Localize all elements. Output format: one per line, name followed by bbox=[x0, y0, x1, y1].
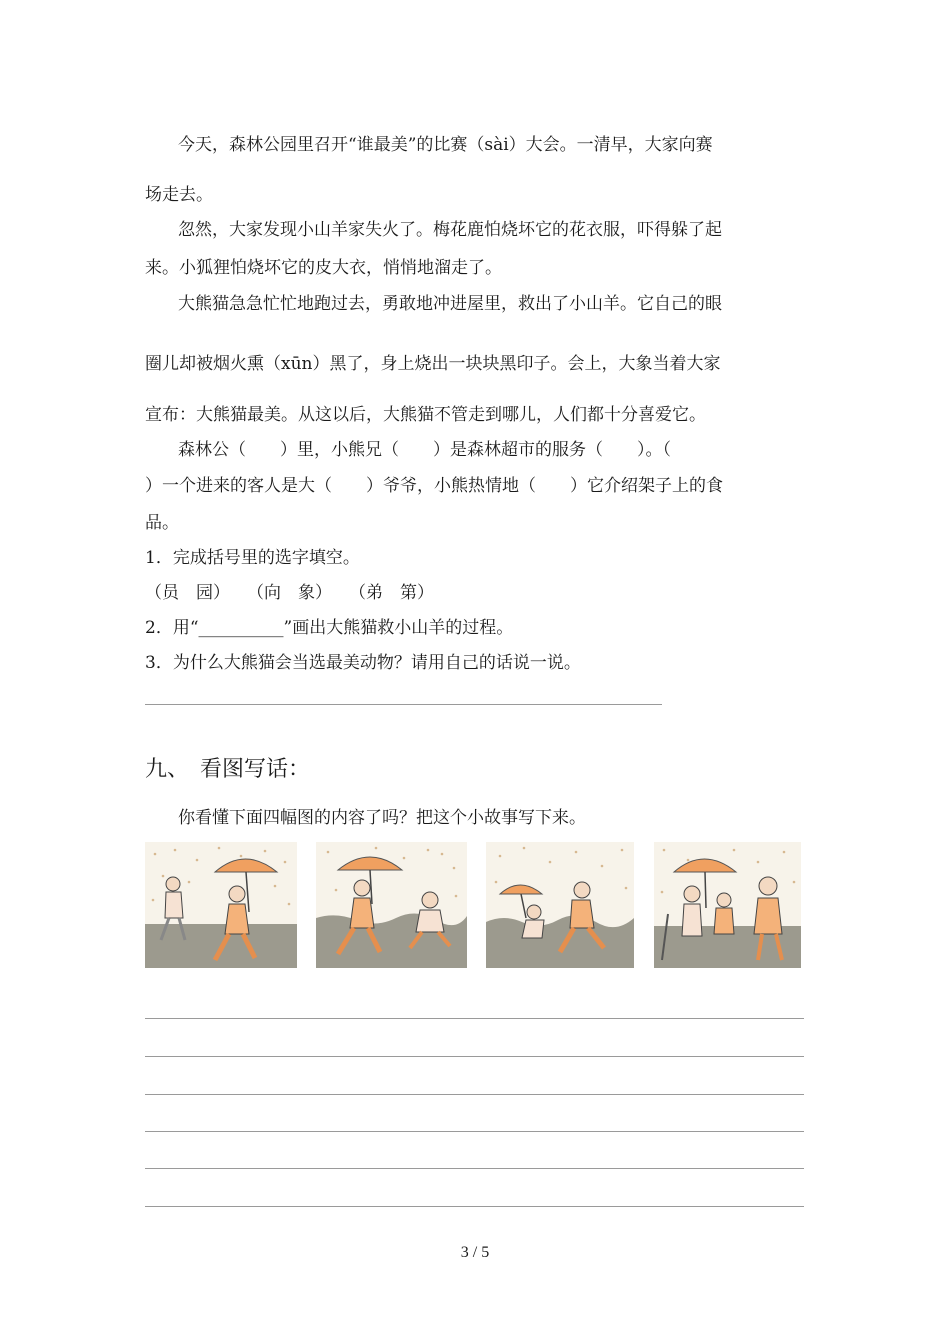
story-p2-line1: 忽然，大家发现小山羊家失火了。梅花鹿怕烧坏它的花衣服，吓得躲了起 bbox=[178, 220, 722, 240]
story-p2-line2: 来。小狐狸怕烧坏它的皮大衣，悄悄地溜走了。 bbox=[145, 258, 502, 278]
question-2: 2．用“__________”画出大熊猫救小山羊的过程。 bbox=[145, 618, 514, 638]
story-p3-line2: 圈儿却被烟火熏（xūn）黑了，身上烧出一块块黑印子。会上，大象当着大家 bbox=[145, 354, 721, 374]
writing-line[interactable] bbox=[145, 1094, 804, 1095]
story-p1-line2: 场走去。 bbox=[145, 185, 213, 205]
writing-line[interactable] bbox=[145, 1206, 804, 1207]
picture-panel-3 bbox=[486, 842, 634, 968]
question-1-options: （员 园） （向 象） （弟 第） bbox=[145, 583, 434, 603]
picture-panel-1 bbox=[145, 842, 297, 968]
fill-blank-line3: 品。 bbox=[145, 513, 179, 533]
writing-line[interactable] bbox=[145, 1168, 804, 1169]
writing-line[interactable] bbox=[145, 1018, 804, 1019]
section-nine-heading: 九、 看图写话： bbox=[145, 757, 311, 782]
page-number: 3 / 5 bbox=[460, 1244, 490, 1261]
story-p3-line1: 大熊猫急急忙忙地跑过去，勇敢地冲进屋里，救出了小山羊。它自己的眼 bbox=[178, 294, 722, 314]
story-p3-line3: 宣布：大熊猫最美。从这以后，大熊猫不管走到哪儿，人们都十分喜爱它。 bbox=[145, 405, 706, 425]
writing-line[interactable] bbox=[145, 1131, 804, 1132]
picture-panel-2 bbox=[316, 842, 467, 968]
answer-line-q3[interactable] bbox=[145, 704, 662, 705]
question-3: 3．为什么大熊猫会当选最美动物？请用自己的话说一说。 bbox=[145, 653, 581, 673]
question-1: 1．完成括号里的选字填空。 bbox=[145, 548, 360, 568]
picture-panel-4 bbox=[654, 842, 801, 968]
fill-blank-line2: ）一个进来的客人是大（ ）爷爷，小熊热情地（ ）它介绍架子上的食 bbox=[145, 476, 723, 496]
writing-line[interactable] bbox=[145, 1056, 804, 1057]
story-p1-line1: 今天，森林公园里召开“谁最美”的比赛（sài）大会。一清早，大家向赛 bbox=[178, 135, 713, 155]
section-nine-instruction: 你看懂下面四幅图的内容了吗？把这个小故事写下来。 bbox=[178, 808, 586, 828]
fill-blank-line1: 森林公（ ）里，小熊兄（ ）是森林超市的服务（ ）。（ bbox=[178, 440, 671, 460]
